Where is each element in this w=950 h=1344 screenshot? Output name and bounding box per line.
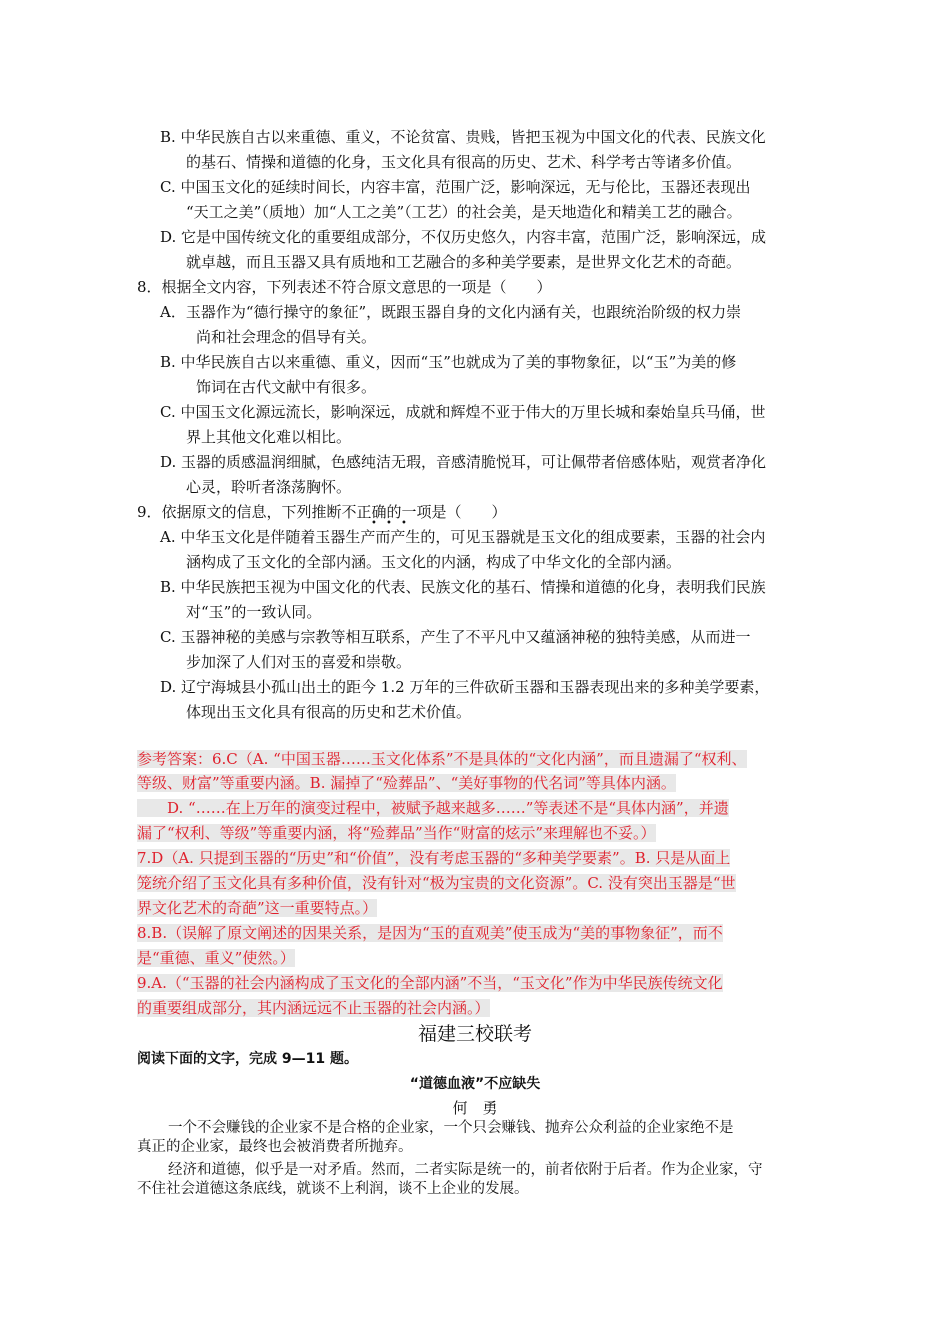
paragraph-2-line1: 经济和道德，似乎是一对矛盾。然而，二者实际是统一的，前者依附于后者。作为企业家，守 — [168, 1162, 763, 1178]
answer-line-3: D. “……在上万年的演变过程中，被赋予越来越多……”等表述不是“具体内涵”，并遗 — [137, 797, 817, 819]
q8-option-a-line1: A．玉器作为“德行操守的象征”，既跟玉器自身的文化内涵有关，也跟统治阶级的权力崇 — [160, 303, 742, 321]
q7-option-b-line2: 的基石、情操和道德的化身，玉文化具有很高的历史、艺术、科学考古等诸多价值。 — [186, 153, 742, 171]
answer-line-7: 界文化艺术的奇葩”这一重要特点。） — [137, 899, 378, 917]
q9-option-a-line2: 涵构成了玉文化的全部内涵。玉文化的内涵，构成了中华文化的全部内涵。 — [186, 553, 682, 571]
q8-option-c-line1: C. 中国玉文化源远流长，影响深远，成就和辉煌不亚于伟大的万里长城和秦始皇兵马俑，世 — [160, 403, 766, 421]
q8-stem: 8．根据全文内容，下列表述不符合原文意思的一项是（ ） — [137, 278, 552, 296]
answer-line-2: 等级、财富”等重要内涵。B. 漏掉了“殓葬品”、“美好事物的代名词”等具体内涵。 — [137, 774, 676, 792]
q9-option-b-line1: B. 中华民族把玉视为中国文化的代表、民族文化的基石、情操和道德的化身，表明我们民族 — [160, 578, 766, 596]
paragraph-2-line2: 不住社会道德这条底线，就谈不上利润，谈不上企业的发展。 — [137, 1181, 529, 1197]
q7-option-c-line1: C. 中国玉文化的延续时间长，内容丰富，范围广泛，影响深远，无与伦比，玉器还表现出 — [160, 178, 751, 196]
paragraph-1-line1: 一个不会赚钱的企业家不是合格的企业家，一个只会赚钱、抛弃公众利益的企业家绝不是 — [168, 1120, 734, 1136]
q9-option-d-line2: 体现出玉文化具有很高的历史和艺术价值。 — [186, 703, 472, 721]
reading-instruction: 阅读下面的文字，完成 9—11 题。 — [137, 1051, 358, 1067]
q9-stem: 9．依据原文的信息，下列推断不正确的一项是（ ） — [137, 503, 507, 521]
emphasis-dot: • — [371, 518, 377, 529]
q8-option-c-line2: 界上其他文化难以相比。 — [186, 428, 352, 446]
article-author: 何 勇 — [452, 1099, 498, 1117]
q7-option-d-line1: D. 它是中国传统文化的重要组成部分，不仅历史悠久，内容丰富，范围广泛，影响深远，成 — [160, 228, 767, 246]
answer-line-6: 笼统介绍了玉文化具有多种价值，没有针对“极为宝贵的文化资源”。C. 没有突出玉器是“世 — [137, 874, 736, 892]
q7-option-c-line2: “天工之美”（质地）加“人工之美”（工艺）的社会美，是天地造化和精美工艺的融合。 — [186, 203, 742, 221]
q8-option-d-line2: 心灵，聆听者涤荡胸怀。 — [186, 478, 352, 496]
section-heading: 福建三校联考 — [417, 1023, 532, 1045]
q9-option-c-line2: 步加深了人们对玉的喜爱和崇敬。 — [186, 653, 412, 671]
q9-option-c-line1: C. 玉器神秘的美感与宗教等相互联系，产生了不平凡中又蕴涵神秘的独特美感，从而进一 — [160, 628, 751, 646]
answer-line-8: 8.B.（误解了原文阐述的因果关系，是因为“玉的直观美”使玉成为“美的事物象征”，而不 — [137, 924, 723, 942]
article-title: “道德血液”不应缺失 — [409, 1076, 541, 1092]
answer-line-5: 7.D（A. 只提到玉器的“历史”和“价值”，没有考虑玉器的“多种美学要素”。B. 只是从面上 — [137, 849, 731, 867]
q7-option-d-line2: 就卓越，而且玉器又具有质地和工艺融合的多种美学要素，是世界文化艺术的奇葩。 — [186, 253, 742, 271]
answer-line-1: 参考答案：6.C（A. “中国玉器……玉文化体系”不是具体的“文化内涵”，而且遗漏了“权利、 — [137, 750, 747, 768]
emphasis-dot: • — [401, 518, 407, 529]
q8-option-d-line1: D. 玉器的质感温润细腻，色感纯洁无瑕，音感清脆悦耳，可让佩带者倍感体贴，观赏者净化 — [160, 453, 767, 471]
emphasis-dot: • — [386, 518, 392, 529]
q8-option-b-line1: B. 中华民族自古以来重德、重义，因而“玉”也就成为了美的事物象征，以“玉”为美的修 — [160, 353, 737, 371]
answer-line-11: 的重要组成部分，其内涵远远不止玉器的社会内涵。） — [137, 999, 490, 1017]
paragraph-1-line2: 真正的企业家，最终也会被消费者所抛弃。 — [137, 1139, 413, 1155]
answer-line-9: 是“重德、重义”使然。） — [137, 949, 295, 967]
answer-line-10: 9.A.（“玉器的社会内涵构成了玉文化的全部内涵”不当，“玉文化”作为中华民族传统文化 — [137, 974, 723, 992]
answer-line-4: 漏了“权利、等级”等重要内涵，将“殓葬品”当作“财富的炫示”来理解也不妥。） — [137, 824, 656, 842]
q7-option-b-line1: B. 中华民族自古以来重德、重义，不论贫富、贵贱，皆把玉视为中国文化的代表、民族文化 — [160, 128, 766, 146]
q8-option-b-line2: 饰词在古代文献中有很多。 — [196, 378, 377, 396]
q9-option-d-line1: D. 辽宁海城县小孤山出土的距今 1.2 万年的三件砍斫玉器和玉器表现出来的多种美学要素， — [160, 678, 770, 696]
q8-option-a-line2: 尚和社会理念的倡导有关。 — [196, 328, 377, 346]
q9-option-a-line1: A. 中华玉文化是伴随着玉器生产而产生的，可见玉器就是玉文化的组成要素，玉器的社会内 — [160, 528, 766, 546]
q9-option-b-line2: 对“玉”的一致认同。 — [186, 603, 322, 621]
